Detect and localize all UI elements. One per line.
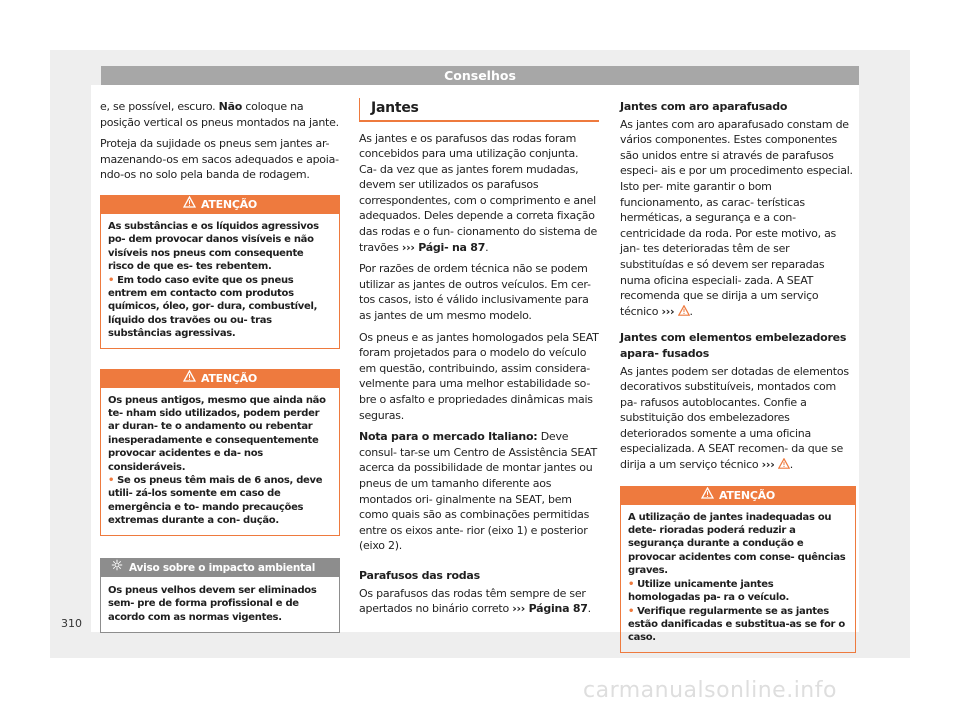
warning-body: As substâncias e os líquidos agressivos po- dem provocar danos visíveis e não visíveis nos pneus com consequente risco de que es- tes rebentem. • Em todo caso evite que os pneus entrem em contacto com produtos químicos, óleo, gor- dura, combustível, líquido dos travões ou ou- tras substâncias agressivas. <box>101 214 339 348</box>
column-2 <box>359 98 599 623</box>
paragraph: Os pneus e as jantes homologados pela SEAT foram projetados para o modelo do veículo em questão, contribuindo, assim considera- velmente para uma melhor estabilidade so- bre o asfalto e propriedades dinâmicas mais seguras. <box>359 330 599 422</box>
environment-note-body: Os pneus velhos devem ser eliminados sem- pre de forma profissional e de acordo com as normas vigentes. <box>108 584 317 623</box>
paragraph: Por razões de ordem técnica não se podem utilizar as jantes de outros veículos. Em cer- tos casos, isto é válido inclusivamente para as jantes de um mesmo modelo. <box>359 262 591 323</box>
column-1 <box>100 99 340 633</box>
page-reference-link[interactable]: ››› Pági- na 87 <box>401 240 486 254</box>
section-divider <box>359 120 599 122</box>
subheading: Jantes com elementos embelezadores apara- fusados <box>620 331 847 360</box>
environment-note-header: Aviso sobre o impacto ambiental <box>101 559 339 577</box>
warning-box <box>100 369 340 536</box>
page-header: Conselhos <box>101 66 859 85</box>
warning-body: A utilização de jantes inadequadas ou dete- rioradas poderá reduzir a segurança durante a condução e provocar acidentes com conse- quências graves. • Utilize unicamente jantes homologadas pa- ra o veículo. • Verifique regularmente se as jantes estão danificadas e substitua-as se for o caso. <box>621 505 855 652</box>
page-body <box>91 85 859 644</box>
paragraph: As jantes e os parafusos das rodas foram concebidos para uma utilização conjunta. Ca- da vez que as jantes forem mudadas, devem ser utilizados os parafusos correspondentes, com o comprimento e anel adequados. Deles depende a correta fixação das rodas e o fun- cionamento do sistema de travões ››› Pági- na 87. <box>359 131 597 254</box>
bullet-item: • Utilize unicamente jantes homologadas pa- ra o veículo. <box>628 578 790 604</box>
warning-header: ATENÇÃO <box>101 370 339 388</box>
reference-link[interactable]: ››› <box>761 458 775 472</box>
section-title: Jantes <box>359 98 599 120</box>
paragraph: e, se possível, escuro. Não coloque na posição vertical os pneus montados na jante. <box>100 100 339 129</box>
warning-header: ATENÇÃO <box>621 487 855 505</box>
reference-link[interactable]: ››› <box>661 304 675 318</box>
paragraph: Nota para o mercado Italiano: Deve consul- tar-se um Centro de Assistência SEAT acerca da possibilidade de montar jantes ou pneus de um tamanho diferente aos montados ori- ginalmente na SEAT, bem como quais são as combinações permitidas entre os eixos ante- rior (eixo 1) e posterior (eixo 2). <box>359 430 597 553</box>
page-number: 310 <box>61 617 82 630</box>
paragraph: As jantes podem ser dotadas de elementos decorativos substituíveis, montados com pa- rafusos autoblocantes. Confie a substituição dos embelezadores deteriorados somente a uma oficina especializada. A SEAT recomen- da que se dirija a um serviço técnico ››› . <box>620 364 856 474</box>
subheading: Parafusos das rodas <box>359 568 480 582</box>
watermark: carmanualsonline.info <box>583 678 837 703</box>
warning-header: ATENÇÃO <box>101 196 339 214</box>
warning-icon <box>678 305 690 321</box>
warning-body: Os pneus antigos, mesmo que ainda não te- nham sido utilizados, podem perder ar duran- te o andamento ou rebentar inesperadamente e consequentemente provocar acidentes e da- nos consideráveis. • Se os pneus têm mais de 6 anos, deve utili- zá-los somente em caso de emergência e to- mando precauções extremas durante a con- dução. <box>101 388 339 535</box>
paragraph: Proteja da sujidade os pneus sem jantes ar- mazenando-os em sacos adequados e apoia- ndo-os no solo pela banda de rodagem. <box>100 137 339 182</box>
bullet-item: • Em todo caso evite que os pneus entrem em contacto com produtos químicos, óleo, gor- dura, combustível, líquido dos travões ou ou- tras substâncias agressivas. <box>108 274 318 340</box>
bullet-item: • Se os pneus têm mais de 6 anos, deve utili- zá-los somente em caso de emergência e to- mando precauções extremas durante a con- dução. <box>108 475 323 527</box>
paragraph: Os parafusos das rodas têm sempre de ser apertados no binário correto ››› Página 87. <box>359 586 591 616</box>
warning-box <box>100 195 340 349</box>
paragraph: As jantes com aro aparafusado constam de vários componentes. Estes componentes são unidos entre si através de parafusos especi- ais e por um procedimento especial. Isto per- mite garantir o bom funcionamento, as carac- terísticas herméticas, a segurança e a con- centricidade da roda. Por este motivo, as jan- tes deterioradas têm de ser substituídas e só devem ser reparadas numa oficina especiali- zada. A SEAT recomenda que se dirija a um serviço técnico ››› . <box>620 117 856 321</box>
warning-icon <box>183 196 196 214</box>
warning-icon <box>778 458 790 474</box>
subheading: Jantes com aro aparafusado <box>620 100 788 113</box>
bullet-item: • Verifique regularmente se as jantes estão danificadas e substitua-as se for o caso. <box>628 605 845 644</box>
warning-box <box>620 486 856 653</box>
page-reference-link[interactable]: ››› Página 87 <box>512 602 588 616</box>
environment-note-box <box>100 558 340 633</box>
recycle-icon <box>111 559 123 577</box>
column-3 <box>620 99 856 653</box>
warning-icon <box>183 370 196 388</box>
warning-icon <box>701 487 714 505</box>
